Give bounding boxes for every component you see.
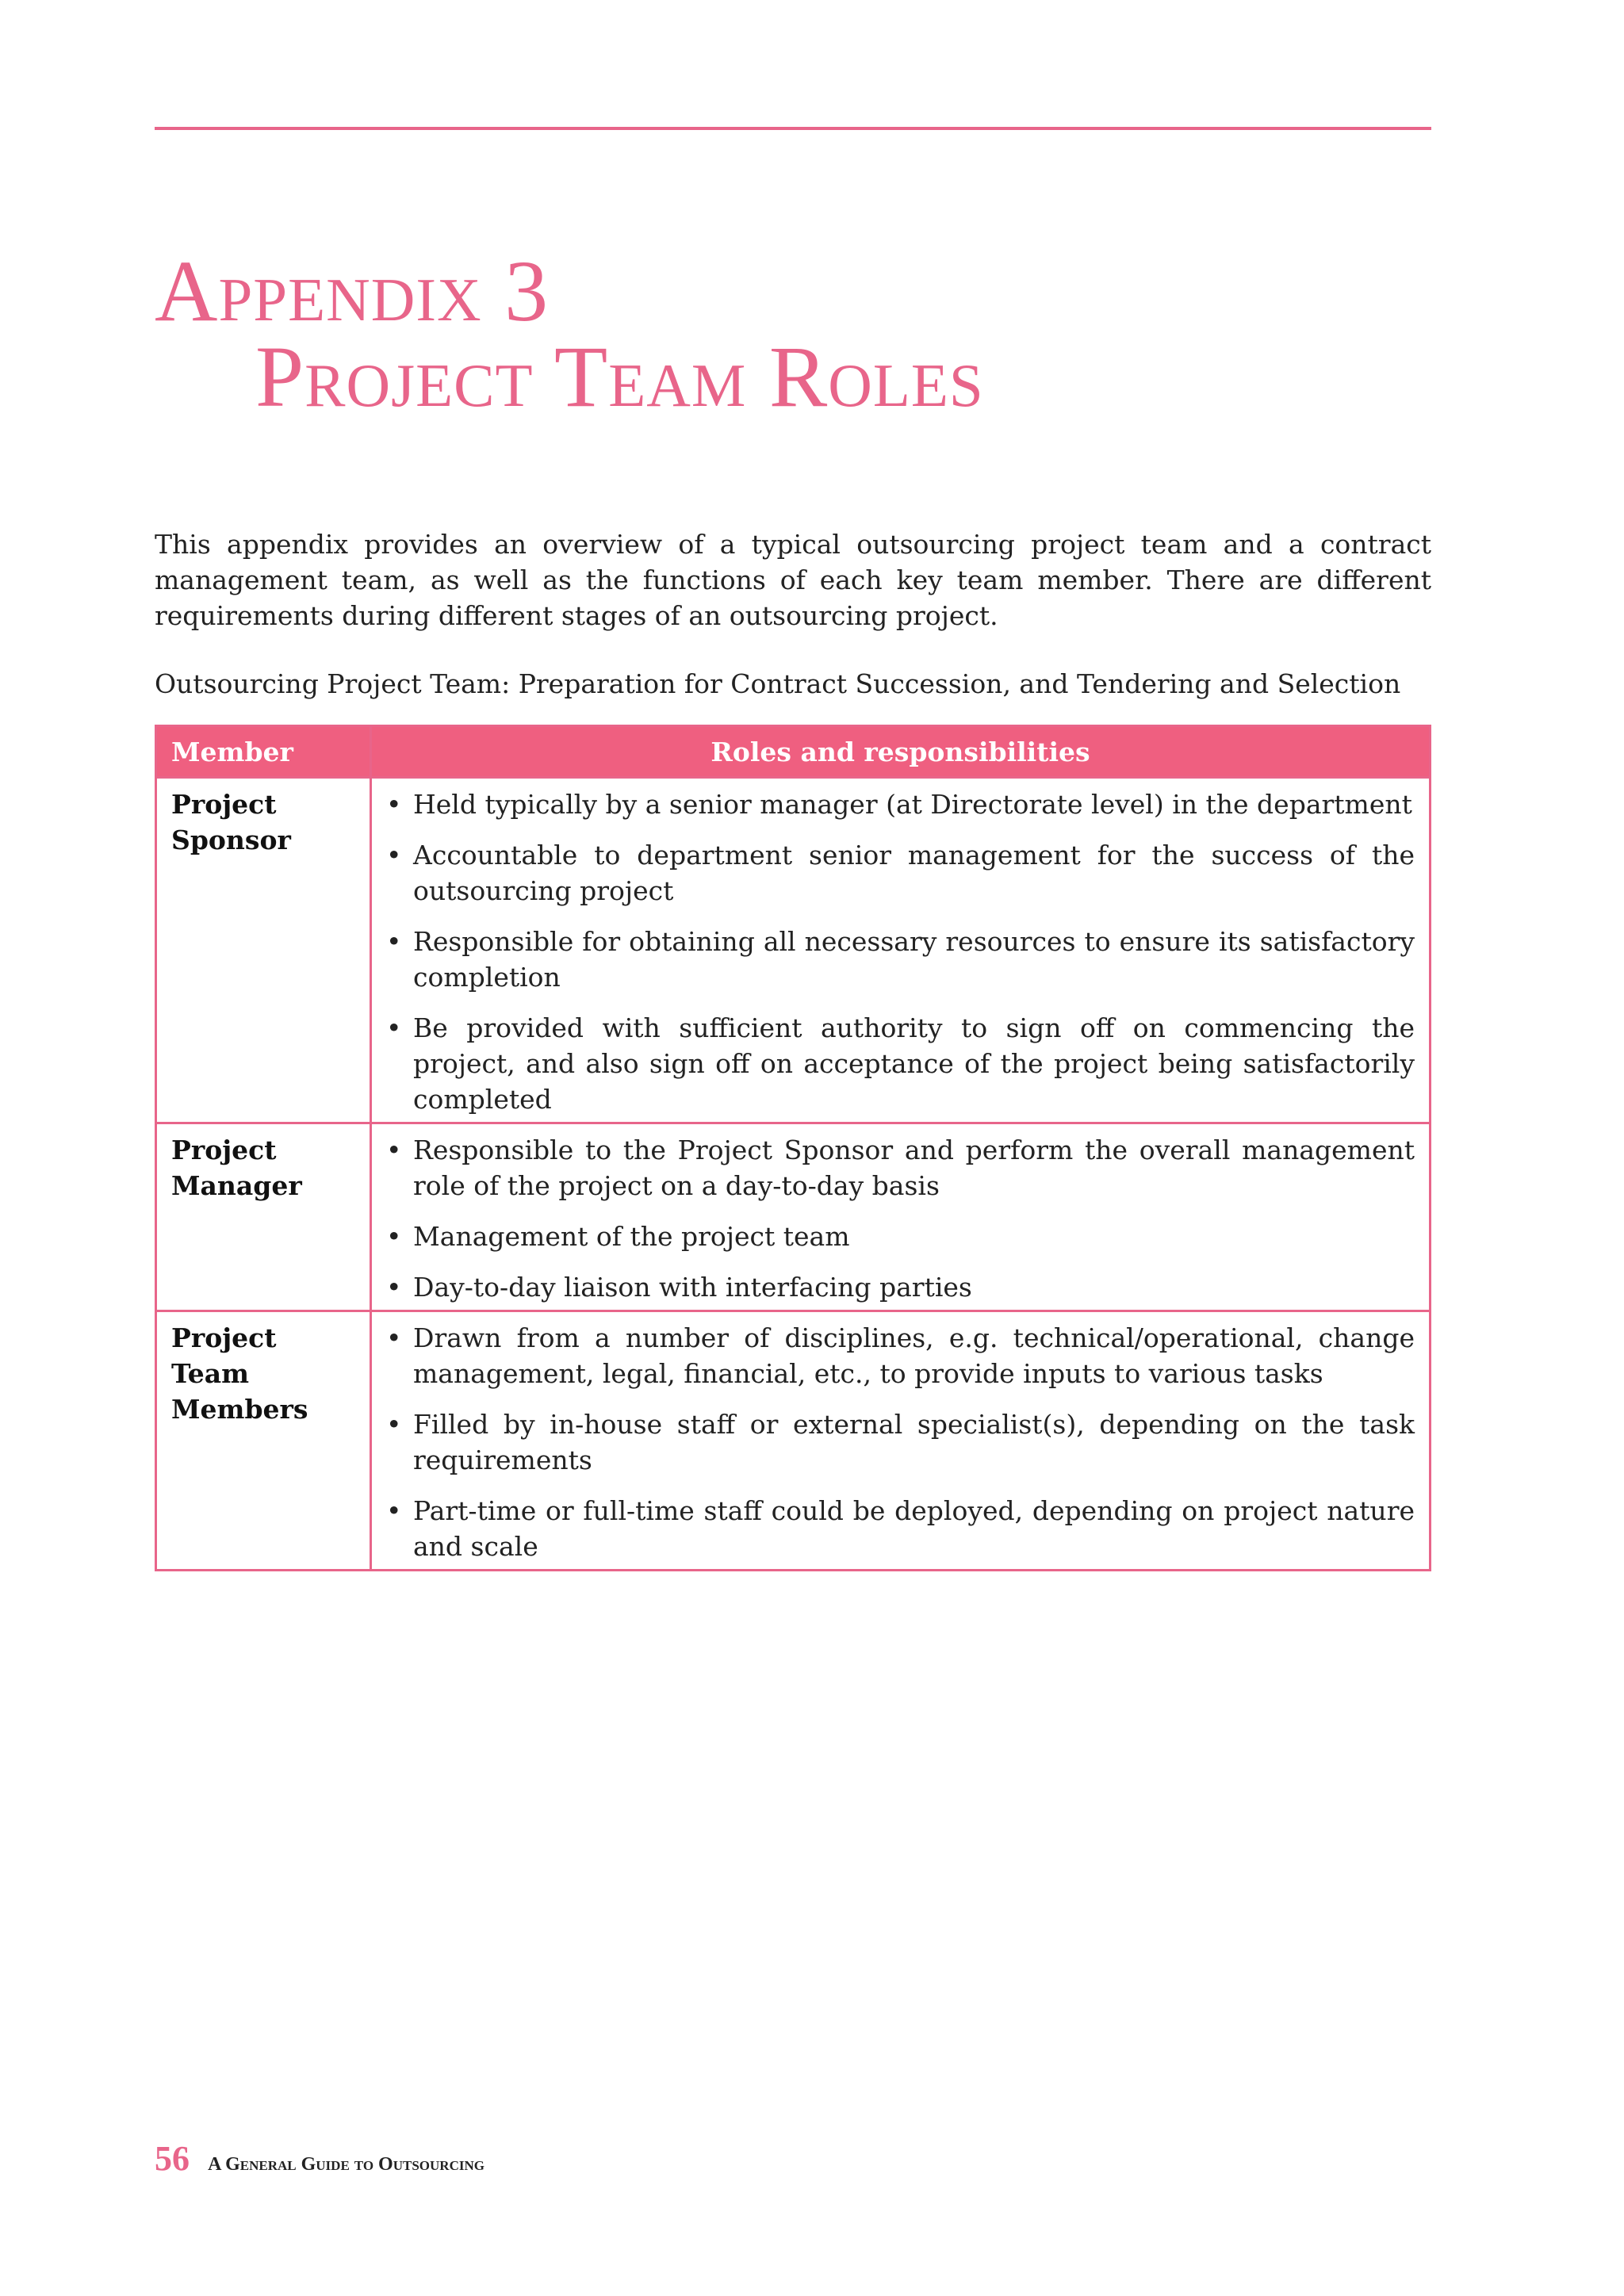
roles-table (155, 725, 1431, 1571)
roles-list (386, 1320, 1415, 1564)
table-caption: Outsourcing Project Team: Preparation for Contract Succession, and Tendering and Selection (155, 668, 1401, 699)
page-footer (155, 2138, 485, 2179)
roles-list (386, 786, 1415, 1117)
table-row (156, 1311, 1431, 1571)
role-item: • Be provided with sufficient authority to sign off on commencing the project, and also sign off on acceptance of the project being satisfactorily completed (386, 1010, 1415, 1117)
role-item: • Management of the project team (386, 1219, 1415, 1254)
appendix-title: Appendix 3 (155, 243, 550, 339)
intro-paragraph: This appendix provides an overview of a typical outsourcing project team and a contract management team, as well as the functions of each key team member. There are different requirements during different stages of an outsourcing project. (155, 529, 1431, 631)
role-item: • Drawn from a number of disciplines, e.g. technical/operational, change management, legal, financial, etc., to provide inputs to various tasks (386, 1320, 1415, 1391)
role-item: • Responsible for obtaining all necessary resources to ensure its satisfactory completion (386, 924, 1415, 995)
role-item: • Filled by in-house staff or external specialist(s), depending on the task requirements (386, 1406, 1415, 1478)
roles-list (386, 1132, 1415, 1305)
role-item: • Accountable to department senior management for the success of the outsourcing project (386, 837, 1415, 909)
roles-cell (371, 1123, 1431, 1311)
member-cell: Project Team Members (156, 1311, 371, 1571)
table-header-row (156, 726, 1431, 778)
table-row (156, 778, 1431, 1123)
running-title: A General Guide to Outsourcing (208, 2154, 485, 2175)
role-item: • Part-time or full-time staff could be deployed, depending on project nature and scale (386, 1493, 1415, 1564)
roles-cell (371, 1311, 1431, 1571)
appendix-subtitle: Project Team Roles (255, 328, 984, 425)
member-cell: Project Manager (156, 1123, 371, 1311)
top-rule (155, 127, 1431, 130)
member-cell: Project Sponsor (156, 778, 371, 1123)
role-item: • Day-to-day liaison with interfacing parties (386, 1269, 1415, 1305)
column-header-roles: Roles and responsibilities (371, 726, 1431, 778)
page-number: 56 (155, 2139, 190, 2178)
role-item: • Responsible to the Project Sponsor and perform the overall management role of the project on a day-to-day basis (386, 1132, 1415, 1203)
roles-cell (371, 778, 1431, 1123)
role-item: • Held typically by a senior manager (at Directorate level) in the department (386, 786, 1415, 822)
table-row (156, 1123, 1431, 1311)
column-header-member: Member (156, 726, 371, 778)
